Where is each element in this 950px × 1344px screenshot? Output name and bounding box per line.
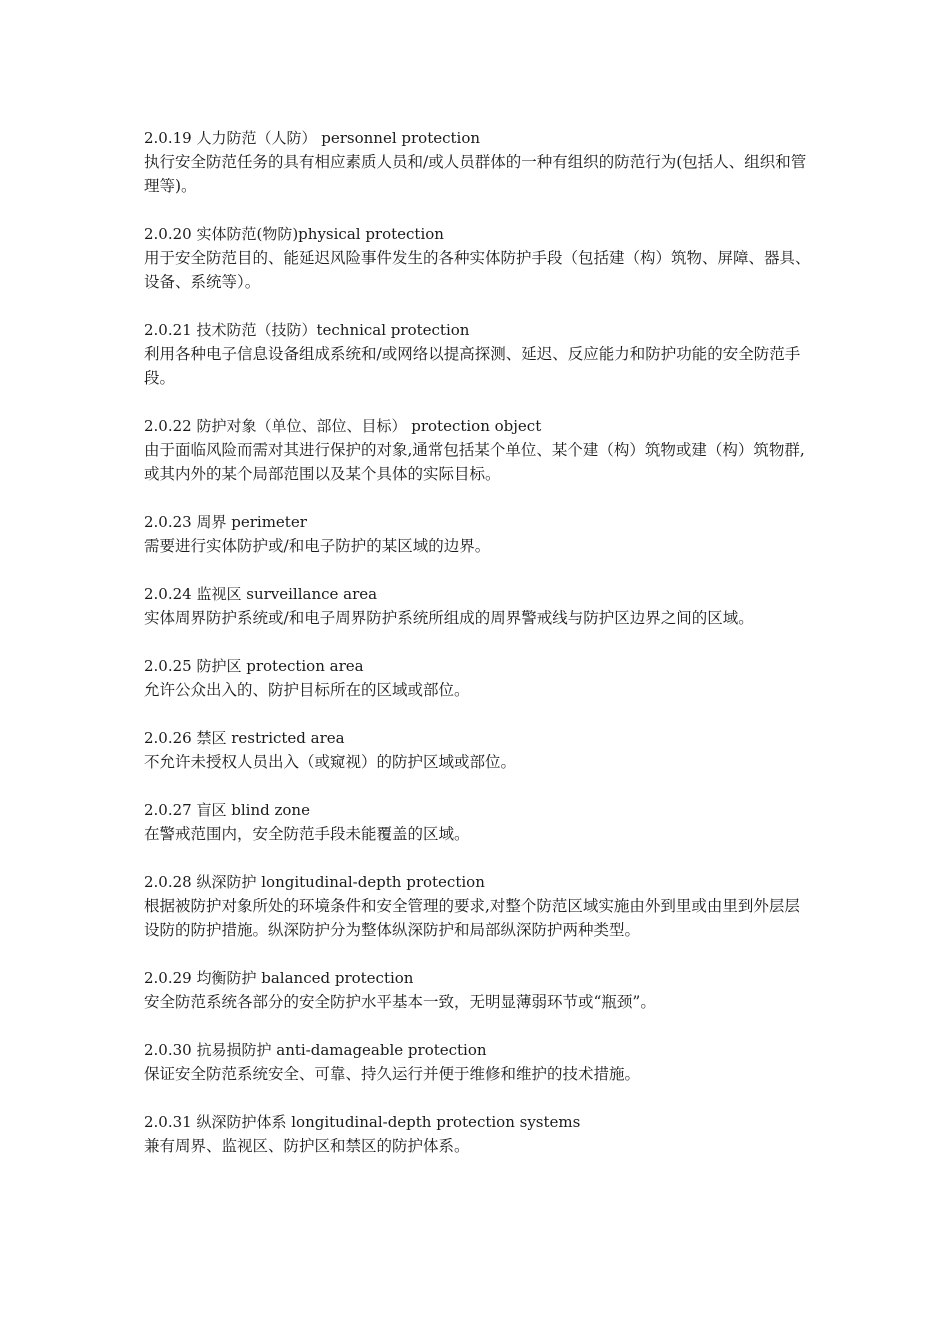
term-heading: 2.0.20 实体防范(物防)physical protection (144, 225, 444, 243)
term-entry-2-0-19 (144, 126, 812, 198)
term-definition: 允许公众出入的、防护目标所在的区域或部位。 (144, 681, 470, 699)
term-heading: 2.0.25 防护区 protection area (144, 657, 364, 675)
term-heading: 2.0.21 技术防范（技防）technical protection (144, 321, 470, 339)
term-definition: 实体周界防护系统或/和电子周界防护系统所组成的周界警戒线与防护区边界之间的区域。 (144, 609, 754, 627)
term-definition: 执行安全防范任务的具有相应素质人员和/或人员群体的一种有组织的防范行为(包括人、组织和管理等)。 (144, 153, 807, 195)
term-heading: 2.0.24 监视区 surveillance area (144, 585, 378, 603)
term-definition: 利用各种电子信息设备组成系统和/或网络以提高探测、延迟、反应能力和防护功能的安全防范手段。 (144, 345, 801, 387)
term-definition: 不允许未授权人员出入（或窥视）的防护区域或部位。 (144, 753, 517, 771)
term-entry-2-0-20 (144, 222, 812, 294)
term-definition: 兼有周界、监视区、防护区和禁区的防护体系。 (144, 1137, 470, 1155)
term-definition: 在警戒范围内，安全防范手段未能覆盖的区域。 (144, 825, 470, 843)
term-entry-2-0-31 (144, 1110, 812, 1158)
term-entry-2-0-29 (144, 966, 812, 1014)
term-heading: 2.0.30 抗易损防护 anti-damageable protection (144, 1041, 487, 1059)
term-definition: 根据被防护对象所处的环境条件和安全管理的要求,对整个防范区域实施由外到里或由里到外层层设防的防护措施。纵深防护分为整体纵深防护和局部纵深防护两种类型。 (144, 897, 800, 939)
term-entry-2-0-23 (144, 510, 812, 558)
term-heading: 2.0.23 周界 perimeter (144, 513, 307, 531)
term-definition: 由于面临风险而需对其进行保护的对象,通常包括某个单位、某个建（构）筑物或建（构）筑物群,或其内外的某个局部范围以及某个具体的实际目标。 (144, 441, 805, 483)
term-definition: 用于安全防范目的、能延迟风险事件发生的各种实体防护手段（包括建（构）筑物、屏障、器具、设备、系统等）。 (144, 249, 811, 291)
term-entry-2-0-24 (144, 582, 812, 630)
term-heading: 2.0.22 防护对象（单位、部位、目标） protection object (144, 417, 542, 435)
term-definition: 需要进行实体防护或/和电子防护的某区域的边界。 (144, 537, 491, 555)
term-heading: 2.0.28 纵深防护 longitudinal-depth protection (144, 873, 485, 891)
term-entry-2-0-30 (144, 1038, 812, 1086)
term-entry-2-0-27 (144, 798, 812, 846)
term-definition: 安全防范系统各部分的安全防护水平基本一致，无明显薄弱环节或“瓶颈”。 (144, 993, 656, 1011)
term-definition: 保证安全防范系统安全、可靠、持久运行并便于维修和维护的技术措施。 (144, 1065, 641, 1083)
term-entry-2-0-26 (144, 726, 812, 774)
term-heading: 2.0.26 禁区 restricted area (144, 729, 345, 747)
term-heading: 2.0.19 人力防范（人防） personnel protection (144, 129, 481, 147)
term-heading: 2.0.29 均衡防护 balanced protection (144, 969, 414, 987)
document-body (144, 126, 812, 1182)
term-entry-2-0-28 (144, 870, 812, 942)
term-entry-2-0-22 (144, 414, 812, 486)
term-heading: 2.0.31 纵深防护体系 longitudinal-depth protection systems (144, 1113, 581, 1131)
term-entry-2-0-21 (144, 318, 812, 390)
term-heading: 2.0.27 盲区 blind zone (144, 801, 310, 819)
term-entry-2-0-25 (144, 654, 812, 702)
